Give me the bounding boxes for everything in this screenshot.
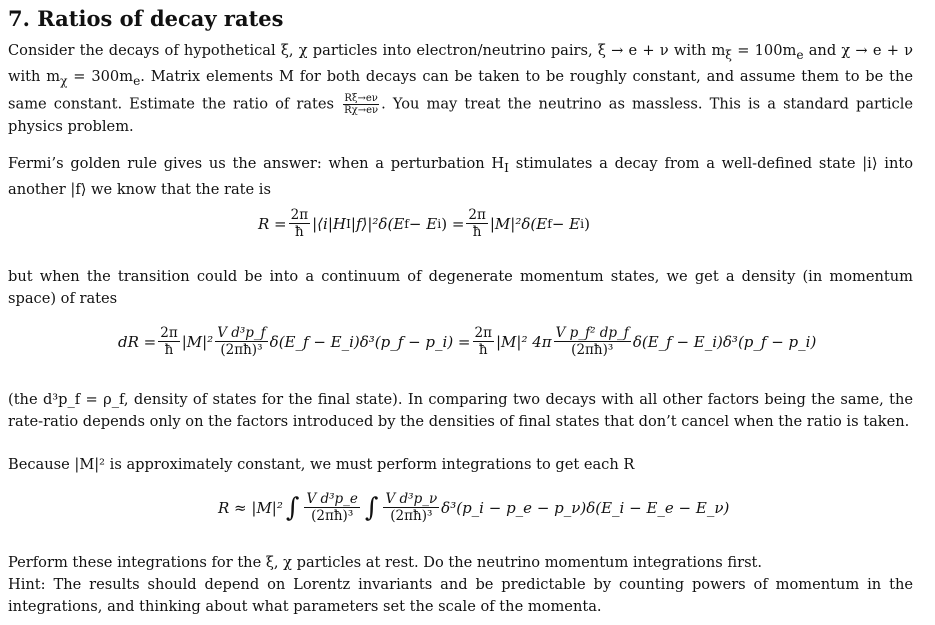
mass-chi-value: = 300m — [67, 68, 134, 86]
eq-r-subi: i — [437, 216, 442, 231]
eq-r-mid: |⟨i|H — [312, 214, 346, 233]
eq-r-rhs-close: ) — [584, 214, 590, 233]
problem-statement — [8, 40, 913, 137]
eq-r-mid2: |f⟩|²δ(E — [350, 214, 405, 233]
dr-frac-num-2: 2π — [474, 325, 492, 341]
int-den2: (2πħ)³ — [390, 508, 433, 524]
hint-paragraph: Hint: The results should depend on Lorentz invariants and be predictable by counting powers of momentum in the integrations, and thinking about what parameters set the scale of the momenta. — [8, 576, 913, 615]
eq-dr-delta1: δ(E_f − E_i)δ³(p_f − p_i) = — [269, 332, 471, 351]
int-frac-2 — [383, 491, 439, 524]
integral-sign-1: ∫ — [285, 492, 300, 523]
dr-density-frac-1 — [215, 325, 267, 358]
eq-r-close: ) = — [441, 214, 465, 233]
task-paragraph: Perform these integrations for the ξ, χ particles at rest. Do the neutrino momentum integrations first. — [8, 554, 763, 571]
dr-frac-den: ħ — [164, 342, 174, 358]
ratio-denominator: Rχ→eν — [344, 104, 379, 116]
fermi-text: Fermi’s golden rule gives us the answer: when a perturbation H — [8, 155, 505, 172]
dr-frac-den-2: ħ — [478, 342, 488, 358]
dr-frac-num: 2π — [160, 325, 178, 341]
statement-line3b: . You may treat the neutrino as massless. This is — [381, 95, 761, 113]
statement-line2a: χ → e + ν with m — [8, 42, 913, 86]
subscript-xi: ξ — [725, 47, 732, 62]
int-num2: V d³p_ν — [385, 491, 438, 507]
fermi-text2: stimulates a decay from a well-defined state |i⟩ into another |f⟩ we know that the rate is — [8, 155, 913, 199]
eq-r-lhs: R = — [258, 214, 287, 233]
fermi-rule-intro — [8, 153, 913, 201]
integration-intro: Because |M|² is approximately constant, we must perform integrations to get each R — [8, 456, 635, 473]
eq-int-tail: δ³(p_i − p_e − p_ν)δ(E_i − E_e − E_ν) — [441, 498, 730, 517]
int-num1: V d³p_e — [306, 491, 358, 507]
eq-dr-m2b: |M|² 4π — [495, 332, 552, 351]
continuum-paragraph: but when the transition could be into a continuum of degenerate momentum states, we get a density (in momentum space) of rates — [8, 268, 913, 307]
eq-r-rhs-subi: i — [580, 216, 585, 231]
eq-dr-m2: |M|² — [181, 332, 214, 351]
integral-sign-2: ∫ — [364, 492, 379, 523]
statement-line1-end: and — [803, 42, 837, 59]
frac-den-2: ħ — [472, 224, 482, 240]
eq-dr-lhs: dR = — [118, 332, 157, 351]
eq-int-lhs: R ≈ |M|² — [218, 498, 283, 517]
dr-den1: (2πħ)³ — [220, 342, 263, 358]
two-pi-over-hbar — [289, 207, 310, 240]
dr-num2: V p_f² dp_f — [555, 325, 629, 341]
statement-line2b: . Matrix elements M for both decays can be taken to be roughly constant, and assume — [140, 68, 796, 86]
rate-ratio-fraction — [343, 93, 379, 116]
eq-dr-delta2: δ(E_f − E_i)δ³(p_f − p_i) — [632, 332, 817, 351]
density-rate-equation — [118, 325, 816, 358]
mass-xi-value: = 100m — [732, 42, 797, 59]
eq-r-rhs: |M|²δ(E — [489, 214, 548, 233]
subscript-I: I — [504, 160, 509, 175]
eq-r-sub: I — [345, 216, 351, 231]
frac-den: ħ — [295, 224, 304, 240]
two-pi-over-hbar-2 — [466, 207, 487, 240]
frac-num-2: 2π — [468, 207, 486, 223]
statement-line4: a standard particle physics problem. — [8, 95, 914, 135]
eq-r-rhs-minus: − E — [551, 214, 581, 233]
dr-density-frac-2 — [554, 325, 631, 358]
eq-r-rhs-subf: f — [547, 216, 552, 231]
statement-line3a: them to be the same constant. Estimate the ratio of rates — [8, 68, 914, 113]
integral-equation — [218, 491, 729, 524]
int-frac-1 — [304, 491, 359, 524]
subscript-e2: e — [133, 74, 141, 89]
frac-num: 2π — [290, 207, 309, 223]
subscript-chi: χ — [60, 74, 68, 89]
int-den1: (2πħ)³ — [311, 508, 354, 524]
dr-two-pi-over-hbar-2 — [473, 325, 494, 358]
ratio-numerator: Rξ→eν — [344, 92, 378, 104]
subscript-e: e — [796, 47, 804, 62]
section-heading: 7. Ratios of decay rates — [8, 6, 284, 31]
statement-line1: Consider the decays of hypothetical ξ, χ particles into electron/neutrino pairs, ξ → e + ν with m — [8, 42, 726, 59]
density-of-states-paragraph: (the d³p_f = ρ_f, density of states for the final state). In comparing two decays with all other factors being the same, the rate-ratio depends only on the factors introduced by the densities of final states that don’t cancel when the ratio is taken. — [8, 391, 913, 430]
dr-two-pi-over-hbar — [158, 325, 179, 358]
dr-num1: V d³p_f — [217, 325, 266, 341]
eq-r-minus: − E — [408, 214, 438, 233]
golden-rule-equation — [258, 207, 590, 240]
dr-den2: (2πħ)³ — [571, 342, 614, 358]
eq-r-subf: f — [404, 216, 409, 231]
